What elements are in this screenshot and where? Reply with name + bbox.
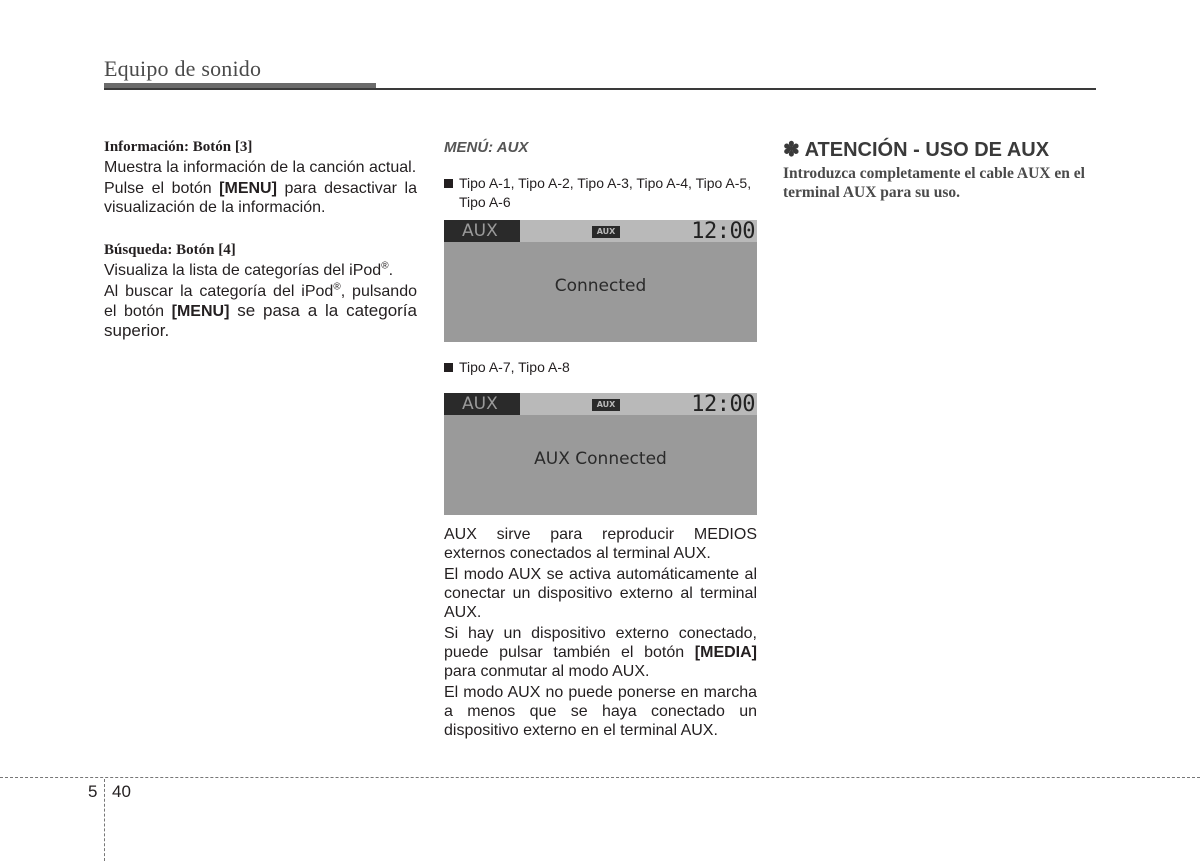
screen-clock: 12:00	[691, 392, 755, 417]
info-button-heading: Información: Botón [3]	[104, 139, 253, 155]
aux-badge-icon: AUX	[592, 399, 620, 411]
screen-mode-label: AUX	[444, 393, 520, 415]
aux-badge-icon: AUX	[592, 226, 620, 238]
info-p2-text: Pulse el botón	[104, 180, 220, 197]
footer-divider	[0, 777, 1200, 778]
attention-star-icon: ✽	[783, 139, 800, 161]
info-paragraph-1: Muestra la información de la canción actual.	[104, 159, 417, 176]
aux-paragraph-2: El modo AUX se activa automáticamente al conectar un dispositivo externo al terminal AUX.	[444, 566, 757, 621]
middle-column	[444, 138, 757, 742]
attention-body: Introduzca completamente el cable AUX en el terminal AUX para su uso.	[783, 165, 1085, 201]
search-p1-end: .	[388, 262, 394, 279]
screen-message: AUX Connected	[534, 449, 667, 469]
search-p2-end: se pasa a la categoría superior.	[104, 301, 417, 340]
right-column	[783, 138, 1097, 202]
screen-mode-label: AUX	[444, 220, 520, 242]
aux-description	[444, 525, 757, 740]
media-key-label: [MEDIA]	[694, 644, 757, 661]
aux-display-screen-2	[444, 393, 757, 515]
menu-key-label: [MENU]	[219, 180, 277, 197]
attention-title-text: ATENCIÓN - USO DE AUX	[804, 139, 1050, 161]
search-paragraph-1	[104, 261, 417, 280]
search-paragraph-2	[104, 282, 417, 341]
menu-key-label: [MENU]	[171, 303, 230, 320]
header-rule	[104, 88, 1096, 90]
info-p2-text-end: para desactivar la visualización de la información.	[104, 180, 417, 216]
screen2-caption	[444, 358, 757, 377]
square-bullet-icon	[444, 363, 453, 372]
page-number: 40	[112, 782, 131, 801]
aux-paragraph-1: AUX sirve para reproducir MEDIOS externos conectados al terminal AUX.	[444, 526, 757, 562]
attention-heading	[783, 138, 1097, 162]
aux-paragraph-3	[444, 624, 757, 681]
menu-aux-title: MENÚ: AUX	[444, 139, 529, 156]
search-p1-text: Visualiza la lista de categorías del iPod	[104, 262, 382, 279]
registered-mark: ®	[381, 260, 389, 272]
aux-paragraph-4: El modo AUX no puede ponerse en marcha a menos que se haya conectado un dispositivo externo en el terminal AUX.	[444, 684, 757, 739]
search-p2-mid: , pulsando el botón	[104, 283, 417, 320]
aux-p3-end: para conmutar al modo AUX.	[444, 663, 650, 680]
screen1-caption-text: Tipo A-1, Tipo A-2, Tipo A-3, Tipo A-4, Tipo A-5, Tipo A-6	[459, 175, 752, 210]
aux-p3-text: Si hay un dispositivo externo conectado, puede pulsar también el botón	[444, 625, 757, 661]
page-header-title: Equipo de sonido	[104, 56, 262, 81]
left-column	[104, 138, 417, 343]
screen1-caption	[444, 174, 757, 212]
footer-vertical-divider	[104, 779, 105, 861]
page-section-number: 5	[88, 782, 98, 801]
aux-display-screen-1	[444, 220, 757, 342]
registered-mark: ®	[333, 281, 341, 293]
screen-message: Connected	[554, 276, 647, 296]
search-button-heading: Búsqueda: Botón [4]	[104, 242, 236, 258]
spacer	[104, 219, 417, 241]
info-paragraph-2	[104, 179, 417, 217]
screen2-caption-text: Tipo A-7, Tipo A-8	[459, 359, 570, 375]
search-p2-text: Al buscar la categoría del iPod	[104, 283, 334, 300]
square-bullet-icon	[444, 179, 453, 188]
screen-clock: 12:00	[691, 219, 755, 244]
